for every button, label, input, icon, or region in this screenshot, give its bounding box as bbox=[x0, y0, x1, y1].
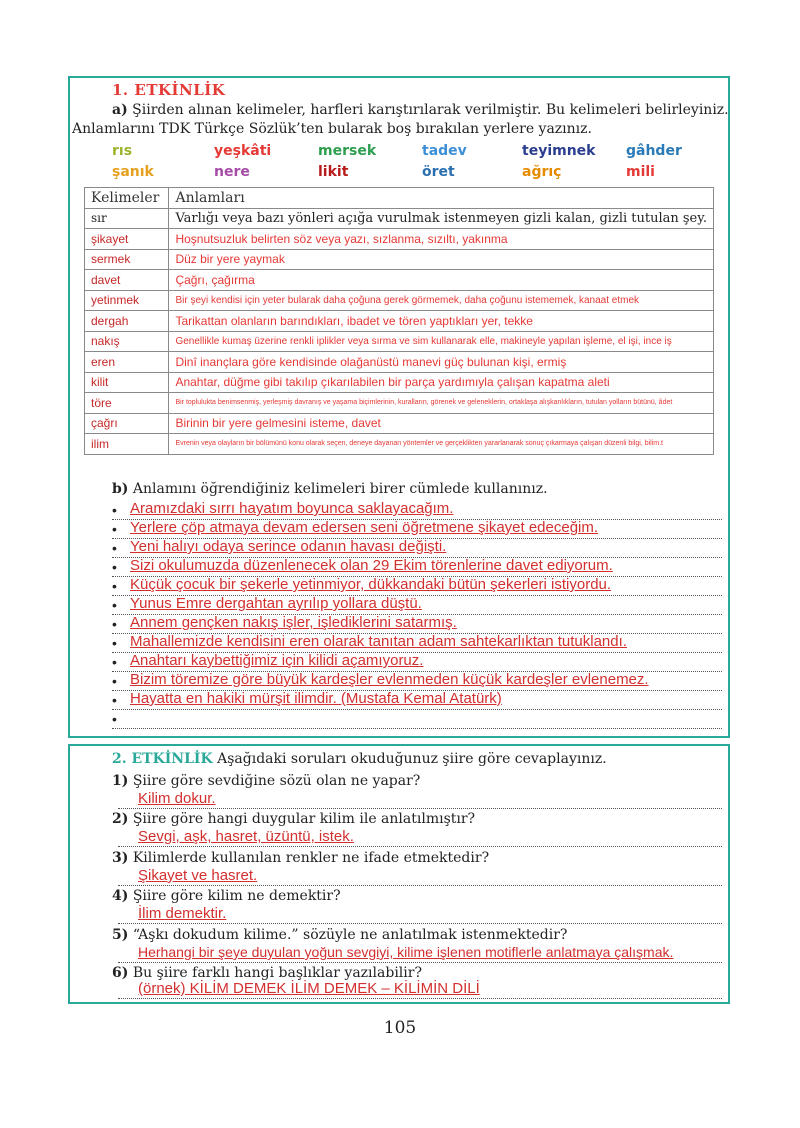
table-row bbox=[85, 311, 714, 332]
table-row bbox=[85, 434, 714, 455]
scrambled-word: nere bbox=[214, 164, 250, 180]
table-row bbox=[85, 208, 714, 229]
activity-2-intro: Aşağıdaki soruları okuduğunuz şiire göre cevaplayınız. bbox=[212, 751, 607, 767]
sentence-text: Yeni halıyı odaya serince odanın havası değişti. bbox=[130, 538, 447, 555]
word-cell: davet bbox=[85, 270, 169, 291]
sentence-text: Annem gençken nakış işler, işlediklerini satarmış. bbox=[130, 614, 457, 631]
answer-line bbox=[118, 828, 722, 847]
meaning-cell: Hoşnutsuzluk belirten söz veya yazı, sızlanma, sızıltı, yakınma bbox=[169, 229, 714, 250]
meaning-cell: Tarikattan olanların barındıkları, ibadet ve tören yaptıkları yer, tekke bbox=[169, 311, 714, 332]
sentence-line bbox=[112, 671, 722, 691]
word-meaning-table bbox=[84, 187, 714, 455]
scrambled-word: yeşkâti bbox=[214, 143, 272, 159]
scrambled-word: likit bbox=[318, 164, 349, 180]
header-words: Kelimeler bbox=[85, 188, 169, 209]
sentence-text: Küçük çocuk bir şekerle yetinmiyor, dükkandaki bütün şekerleri istiyordu. bbox=[130, 576, 612, 593]
sentence-line bbox=[112, 690, 722, 710]
sentence-text: Yunus Emre dergahtan ayrılıp yollara düştü. bbox=[130, 595, 422, 612]
bullet: • bbox=[112, 673, 117, 689]
table-row bbox=[85, 352, 714, 373]
answer-text: Sevgi, aşk, hasret, üzüntü, istek. bbox=[138, 828, 354, 845]
meaning-cell: Bir toplulukta benimsenmiş, yerleşmiş davranış ve yaşama biçimlerinin, kuralların, görenek ve geleneklerin, ortaklaşa alışkanlıkların, tutulan yolların bütünü, âdet bbox=[169, 393, 714, 414]
sentence-line bbox=[112, 709, 722, 729]
meaning-cell: Birinin bir yere gelmesini isteme, davet bbox=[169, 413, 714, 434]
activity-2-heading bbox=[112, 751, 607, 767]
meaning-cell: Evrenin veya olayların bir bölümünü konu olarak seçen, deneye dayanan yöntemler ve gerçeklikten yararlanarak sonuç çıkarmaya çalışan düzenli bilgi, bilim.t bbox=[169, 434, 714, 455]
bullet: • bbox=[112, 616, 117, 632]
table-row bbox=[85, 413, 714, 434]
scrambled-word: mersek bbox=[318, 143, 377, 159]
answer-text: Herhangi bir şeye duyulan yoğun sevgiyi, kilime işlenen motiflerle anlatmaya çalışmak. bbox=[138, 944, 674, 960]
sentence-line bbox=[112, 652, 722, 672]
table-row bbox=[85, 229, 714, 250]
instruction-a-line1: a) Şiirden alınan kelimeler, harfleri karıştırılarak verilmiştir. Bu kelimeleri belirleyiniz. bbox=[112, 102, 729, 118]
page-number: 105 bbox=[383, 1018, 417, 1038]
word-cell: yetinmek bbox=[85, 290, 169, 311]
word-cell: sermek bbox=[85, 249, 169, 270]
meaning-cell: Düz bir yere yaymak bbox=[169, 249, 714, 270]
scrambled-word: şanık bbox=[112, 164, 154, 180]
answer-text: İlim demektir. bbox=[138, 905, 227, 922]
sentence-text: Yerlere çöp atmaya devam edersen seni öğretmene şikayet edeceğim. bbox=[130, 519, 599, 536]
bullet: • bbox=[112, 521, 117, 537]
table-row bbox=[85, 331, 714, 352]
bullet: • bbox=[112, 597, 117, 613]
sentence-text: Sizi okulumuzda düzenlenecek olan 29 Ekim törenlerine davet ediyorum. bbox=[130, 557, 613, 574]
activity-1-title: 1. ETKİNLİK bbox=[112, 81, 226, 99]
answer-text: (örnek) KİLİM DEMEK İLİM DEMEK – KİLİMİN DİLİ bbox=[138, 980, 480, 997]
meaning-cell: Varlığı veya bazı yönleri açığa vurulmak istenmeyen gizli kalan, gizli tutulan şey. bbox=[169, 208, 714, 229]
instruction-a-line2: Anlamlarını TDK Türkçe Sözlük’ten bularak boş bırakılan yerlere yazınız. bbox=[72, 121, 592, 137]
answer-line bbox=[118, 944, 722, 963]
question: 2) Şiire göre hangi duygular kilim ile anlatılmıştır? bbox=[112, 811, 476, 827]
table-row bbox=[85, 372, 714, 393]
sentence-text: Aramızdaki sırrı hayatım boyunca saklayacağım. bbox=[130, 500, 454, 517]
meaning-cell: Anahtar, düğme gibi takılıp çıkarılabilen bir parça yardımıyla çalışan kapatma aleti bbox=[169, 372, 714, 393]
sentence-text: Mahallemizde kendisini eren olarak tanıtan adam sahtekarlıktan tutuklandı. bbox=[130, 633, 627, 650]
sentence-text: Bizim töremize göre büyük kardeşler evlenmeden küçük kardeşler evlenemez. bbox=[130, 671, 649, 688]
word-cell: nakış bbox=[85, 331, 169, 352]
sentence-line bbox=[112, 633, 722, 653]
answer-line bbox=[118, 980, 722, 999]
question: 3) Kilimlerde kullanılan renkler ne ifade etmektedir? bbox=[112, 850, 490, 866]
sentence-line bbox=[112, 595, 722, 615]
question: 4) Şiire göre kilim ne demektir? bbox=[112, 888, 341, 904]
scrambled-word: öret bbox=[422, 164, 455, 180]
table-row bbox=[85, 270, 714, 291]
word-cell: eren bbox=[85, 352, 169, 373]
table-header-row bbox=[85, 188, 714, 209]
scrambled-word: teyimnek bbox=[522, 143, 596, 159]
sentence-line bbox=[112, 614, 722, 634]
bullet: • bbox=[112, 502, 117, 518]
sentence-line bbox=[112, 538, 722, 558]
answer-text: Kilim dokur. bbox=[138, 790, 216, 807]
scrambled-word: gâhder bbox=[626, 143, 682, 159]
question: 1) Şiire göre sevdiğine sözü olan ne yapar? bbox=[112, 773, 421, 789]
answer-line bbox=[118, 790, 722, 809]
scrambled-word: mili bbox=[626, 164, 655, 180]
instruction-b: b) Anlamını öğrendiğiniz kelimeleri birer cümlede kullanınız. bbox=[112, 481, 548, 497]
bullet: • bbox=[112, 578, 117, 594]
sentence-line bbox=[112, 519, 722, 539]
bullet: • bbox=[112, 635, 117, 651]
bullet: • bbox=[112, 540, 117, 556]
meaning-cell: Çağrı, çağırma bbox=[169, 270, 714, 291]
answer-text: Şikayet ve hasret. bbox=[138, 867, 258, 884]
scrambled-word: rıs bbox=[112, 143, 133, 159]
header-meanings: Anlamları bbox=[169, 188, 714, 209]
sentence-line bbox=[112, 500, 722, 520]
scrambled-word: ağrıç bbox=[522, 164, 562, 180]
bullet: • bbox=[112, 559, 117, 575]
sentence-text: Anahtarı kaybettiğimiz için kilidi açamıyoruz. bbox=[130, 652, 424, 669]
answer-line bbox=[118, 905, 722, 924]
table-row bbox=[85, 249, 714, 270]
sentence-line bbox=[112, 576, 722, 596]
meaning-cell: Genellikle kumaş üzerine renkli iplikler veya sırma ve sim kullanarak elle, makineyle yapılan işleme, el işi, ince iş bbox=[169, 331, 714, 352]
meaning-cell: Bir şeyi kendisi için yeter bularak daha çoğuna gerek görmemek, daha çoğunu istememek, kanaat etmek bbox=[169, 290, 714, 311]
word-cell: ilim bbox=[85, 434, 169, 455]
activity-2-title: 2. ETKİNLİK bbox=[112, 751, 213, 767]
word-cell: dergah bbox=[85, 311, 169, 332]
sentence-text: Hayatta en hakiki mürşit ilimdir. (Mustafa Kemal Atatürk) bbox=[130, 690, 502, 707]
word-cell: kilit bbox=[85, 372, 169, 393]
word-cell: şikayet bbox=[85, 229, 169, 250]
meaning-cell: Dinî inançlara göre kendisinde olağanüstü manevi güç bulunan kişi, ermiş bbox=[169, 352, 714, 373]
scrambled-word: tadev bbox=[422, 143, 467, 159]
bullet: • bbox=[112, 692, 117, 708]
answer-line bbox=[118, 867, 722, 886]
word-cell: çağrı bbox=[85, 413, 169, 434]
table-row bbox=[85, 393, 714, 414]
table-row bbox=[85, 290, 714, 311]
bullet: • bbox=[112, 711, 117, 727]
question: 6) Bu şiire farklı hangi başlıklar yazılabilir? bbox=[112, 965, 422, 981]
bullet: • bbox=[112, 654, 117, 670]
word-cell: töre bbox=[85, 393, 169, 414]
word-cell: sır bbox=[85, 208, 169, 229]
sentence-line bbox=[112, 557, 722, 577]
question: 5) “Aşkı dokudum kilime.” sözüyle ne anlatılmak istenmektedir? bbox=[112, 927, 568, 943]
